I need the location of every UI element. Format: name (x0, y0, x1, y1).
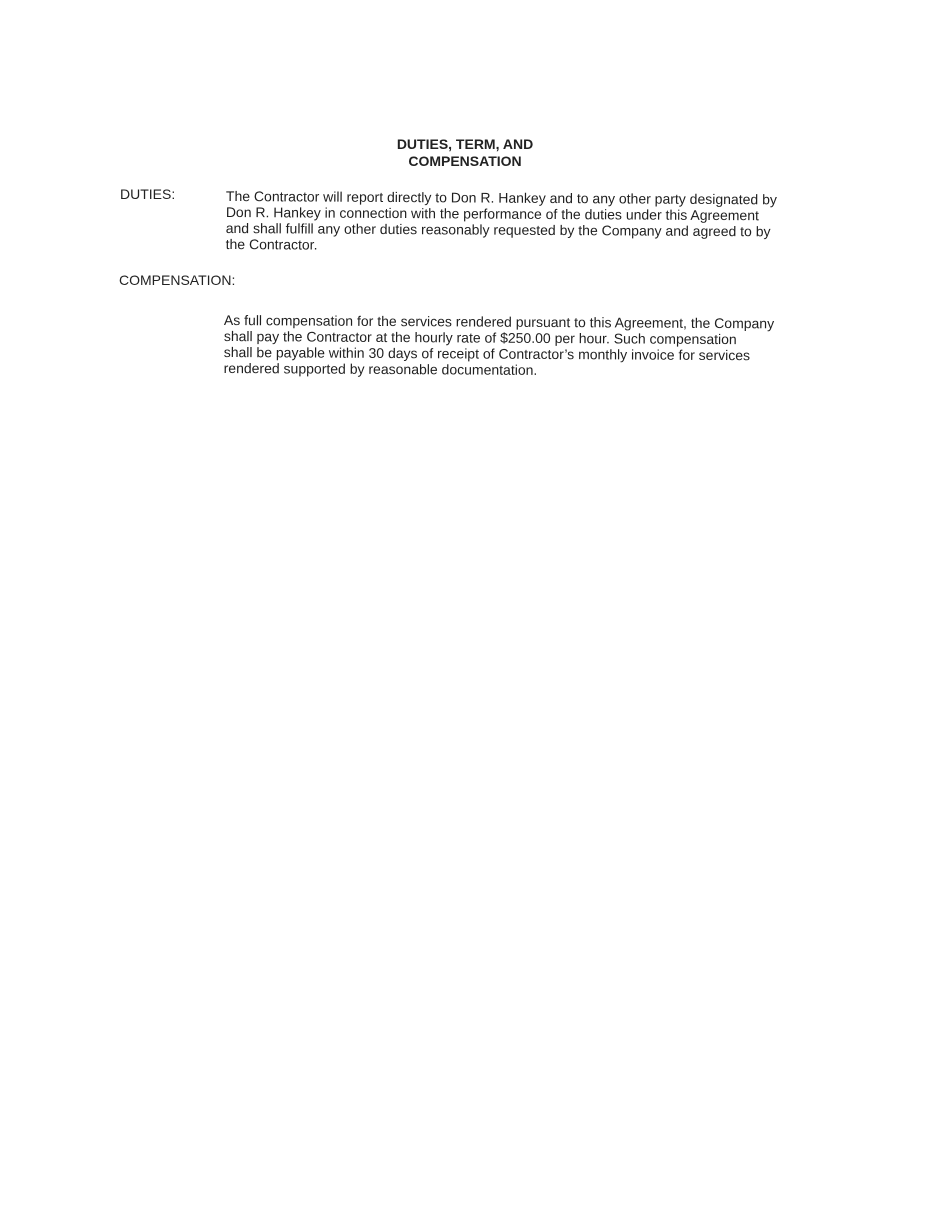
compensation-line: As full compensation for the services rendered pursuant to this Agreement, the Company (223, 312, 775, 332)
compensation-line: shall be payable within 30 days of receipt of Contractor’s monthly invoice for services (223, 343, 751, 364)
section-title (330, 136, 600, 170)
duties-paragraph (226, 188, 777, 255)
section-title-line-2: COMPENSATION (408, 153, 522, 169)
duties-line: and shall fulfill any other duties reasonably requested by the Company and agreed to by (225, 219, 771, 240)
duties-line: The Contractor will report directly to Don R. Hankey and to any other party designated by (225, 188, 777, 208)
duties-line: Don R. Hankey in connection with the performance of the duties under this Agreement (225, 203, 759, 224)
duties-label: DUTIES: (120, 186, 176, 202)
compensation-line: shall pay the Contractor at the hourly rate of $250.00 per hour. Such compensation (223, 327, 737, 348)
section-title-line-1: DUTIES, TERM, AND (396, 136, 534, 152)
compensation-line: rendered supported by reasonable documentation. (223, 359, 538, 378)
duties-line: the Contractor. (225, 235, 318, 253)
compensation-paragraph (224, 312, 775, 379)
compensation-label: COMPENSATION: (119, 272, 236, 288)
